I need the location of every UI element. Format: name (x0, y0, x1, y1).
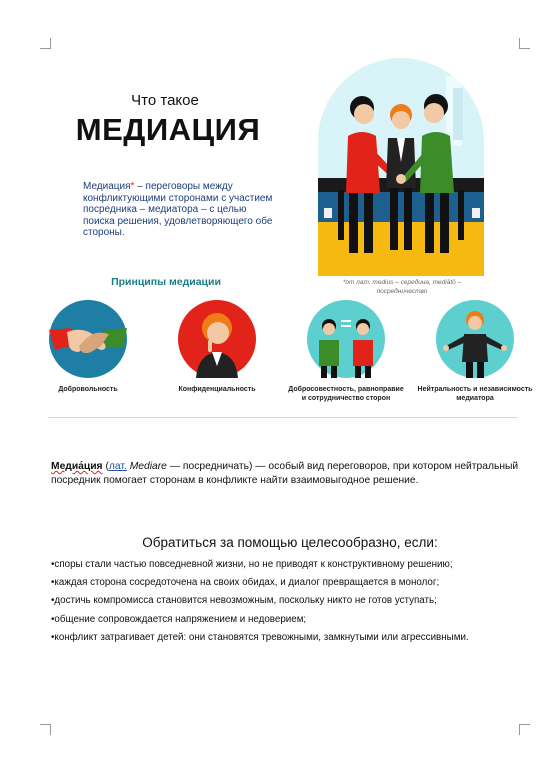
definition-body: – переговоры между конфликтующими сторонами с участием посредника – медиатора – с целью поиска решения, удовлетворяющего обе стороны. (83, 181, 273, 238)
list-item: •общение сопровождается напряжением и недоверием; (51, 613, 307, 625)
principles-title: Принципы медиации (111, 276, 221, 288)
mediation-illustration (318, 58, 484, 276)
crop-mark-bottom-left (40, 724, 51, 735)
crop-mark-top-right (519, 38, 530, 49)
footnote: *от лат. medius – середина, mediātō – посредничество (342, 279, 462, 295)
list-item: •каждая сторона сосредоточена на своих обидах, и диалог превращается в монолог; (51, 577, 440, 589)
paragraph-term: Медиа́ция (51, 461, 103, 472)
mediation-paragraph (51, 460, 531, 488)
confidential-person-icon (178, 300, 256, 378)
definition-asterisk: * (130, 181, 135, 192)
handshake-icon (49, 300, 127, 378)
consult-list (51, 559, 541, 650)
definition-text (83, 181, 273, 239)
equal-parties-icon (307, 300, 385, 378)
title-big: МЕДИАЦИЯ (75, 112, 261, 147)
latin-word: Mediare (126, 461, 167, 472)
paragraph-paren: ( (102, 461, 109, 472)
principle-label-voluntariness: Добровольность (58, 386, 118, 393)
crop-mark-bottom-right (519, 724, 530, 735)
latin-link[interactable]: лат. (108, 461, 127, 472)
list-item: •конфликт затрагивает детей: они становятся тревожными, замкнутыми или агрессивными. (51, 631, 469, 643)
principle-label-good-faith: Добросовестность, равноправие и сотрудничество сторон (288, 386, 404, 402)
title-small: Что такое (131, 92, 199, 109)
mediator-icon (436, 300, 514, 378)
definition-term: Медиация (83, 181, 131, 192)
principle-label-neutrality: Нейтральность и независимость медиатора (417, 386, 533, 402)
paragraph-body: — посредничать) — особый вид переговоров, при котором нейтральный посредник помогает сторонам в конфликте найти взаимовыгодное решение. (51, 461, 519, 486)
list-item: •споры стали частью повседневной жизни, но не приводят к конструктивному решению; (51, 559, 453, 570)
principle-label-confidentiality: Конфиденциальность (178, 386, 256, 393)
crop-mark-top-left (40, 38, 51, 49)
list-item: •достичь компромисса становится невозможным, поскольку никто не готов уступать; (51, 595, 437, 607)
consult-title: Обратиться за помощью целесообразно, если: (142, 535, 438, 550)
section-divider (48, 417, 518, 418)
